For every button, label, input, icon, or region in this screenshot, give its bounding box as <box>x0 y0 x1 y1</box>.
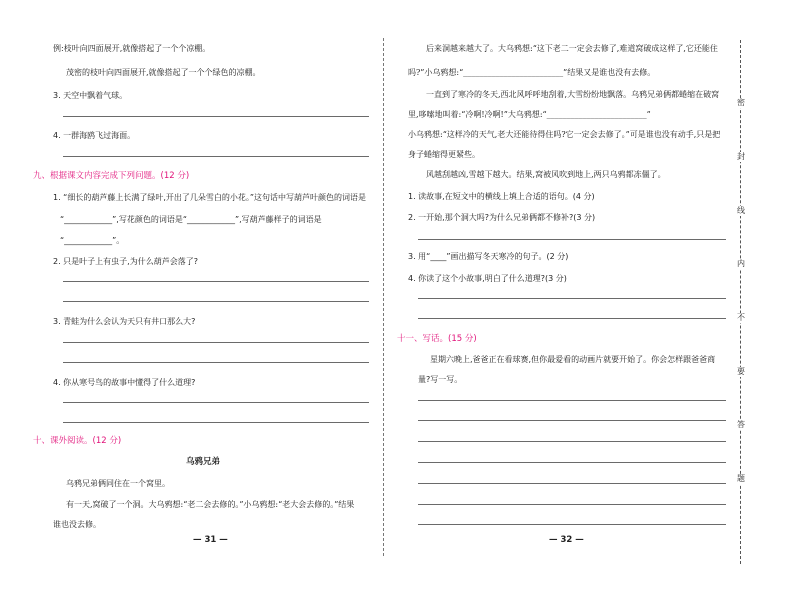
story-paragraph-4-line-2: 里,哆嗦地叫着:“冷啊!冷啊!”大乌鸦想:“_________________________” <box>408 110 651 119</box>
story-paragraph-4-line-4: 身子蜷缩得更紧些。 <box>408 150 480 159</box>
reading-question-4: 4. 你读了这个小故事,明白了什么道理?(3 分) <box>408 274 567 283</box>
story-paragraph-2-line-2: 谁也没去修。 <box>53 520 101 529</box>
answer-line[interactable] <box>418 298 726 299</box>
section-9-heading: 九、根据课文内容完成下列问题。(12 分) <box>33 171 190 181</box>
binding-char: 线 <box>737 206 745 215</box>
answer-line[interactable] <box>63 116 369 117</box>
page-number-right: — 32 — <box>549 535 584 545</box>
story-paragraph-1: 乌鸦兄弟俩同住在一个窝里。 <box>66 479 170 488</box>
answer-line[interactable] <box>63 422 369 423</box>
exercise-question-3: 3. 天空中飘着气球。 <box>53 91 128 100</box>
binding-char: 要 <box>737 367 745 376</box>
binding-char: 密 <box>737 98 745 107</box>
writing-line[interactable] <box>418 524 726 525</box>
answer-line[interactable] <box>63 281 369 282</box>
writing-line[interactable] <box>418 462 726 463</box>
story-title: 乌鸦兄弟 <box>186 457 221 467</box>
section-9-question-1-line-3: “____________”。 <box>60 236 125 245</box>
exercise-example: 例:枝叶向四面展开,就像搭起了一个个凉棚。 <box>53 44 211 53</box>
binding-char: 题 <box>737 474 745 483</box>
section-9-question-1-line-1: 1. “细长的葫芦藤上长满了绿叶,开出了几朵雪白的小花。”这句话中写葫芦叶颜色的词语是 <box>53 193 367 202</box>
answer-line[interactable] <box>63 342 369 343</box>
answer-line[interactable] <box>418 318 726 319</box>
reading-question-3: 3. 用“____”画出描写冬天寒冷的句子。(2 分) <box>408 252 569 261</box>
reading-question-1: 1. 读故事,在短文中的横线上填上合适的语句。(4 分) <box>408 192 595 201</box>
binding-char: 不 <box>737 313 745 322</box>
binding-char: 答 <box>737 420 745 429</box>
section-10-heading: 十、课外阅读。(12 分) <box>33 436 122 446</box>
binding-char: 内 <box>737 259 745 268</box>
writing-line[interactable] <box>418 441 726 442</box>
binding-char: 封 <box>737 152 745 161</box>
section-9-question-2: 2. 只是叶子上有虫子,为什么葫芦会落了? <box>53 257 198 266</box>
binding-dashed-line <box>740 40 741 564</box>
story-paragraph-5: 风越刮越凶,雪越下越大。结果,窝被风吹到地上,两只乌鸦都冻僵了。 <box>426 170 666 179</box>
story-paragraph-4-line-3: 小乌鸦想:“这样冷的天气,老大还能待得住吗?它一定会去修了。”可是谁也没有动手,只是把 <box>408 130 721 139</box>
writing-line[interactable] <box>418 504 726 505</box>
writing-line[interactable] <box>418 420 726 421</box>
story-paragraph-4-line-1: 一直到了寒冷的冬天,西北风呼呼地刮着,大雪纷纷地飘落。乌鸦兄弟俩都蜷缩在破窝 <box>426 90 720 99</box>
section-9-question-1-line-2: “____________”,写花颜色的词语是“____________”,写葫芦藤样子的词语是 <box>60 215 322 224</box>
reading-question-2: 2. 一开始,那个洞大吗?为什么兄弟俩都不修补?(3 分) <box>408 213 596 222</box>
page-fold-divider <box>383 38 384 556</box>
exercise-example-answer: 茂密的枝叶向四面展开,就像搭起了一个个绿色的凉棚。 <box>66 68 261 77</box>
answer-line[interactable] <box>418 239 726 240</box>
answer-line[interactable] <box>63 362 369 363</box>
section-11-heading: 十一、写话。(15 分) <box>397 334 477 344</box>
writing-prompt-line-2: 量?写一写。 <box>418 375 463 384</box>
page-number-left: — 31 — <box>193 535 228 545</box>
story-paragraph-2-line-1: 有一天,窝破了一个洞。大乌鸦想:“老二会去修的。”小乌鸦想:“老大会去修的。”结果 <box>66 500 355 509</box>
writing-prompt-line-1: 星期六晚上,爸爸正在看球赛,但你最爱看的动画片就要开始了。你会怎样跟爸爸商 <box>430 355 716 364</box>
answer-line[interactable] <box>63 301 369 302</box>
story-paragraph-3-line-1: 后来洞越来越大了。大乌鸦想:“这下老二一定会去修了,难道窝破成这样了,它还能住 <box>426 44 718 53</box>
section-9-question-3: 3. 青蛙为什么会认为天只有井口那么大? <box>53 317 196 326</box>
writing-line[interactable] <box>418 483 726 484</box>
answer-line[interactable] <box>63 402 369 403</box>
answer-line[interactable] <box>63 156 369 157</box>
writing-line[interactable] <box>418 400 726 401</box>
exercise-question-4: 4. 一群海鸥飞过海面。 <box>53 131 136 140</box>
story-paragraph-3-line-2: 吗?”小乌鸦想:“_________________________”结果又是谁也没有去修。 <box>408 68 656 77</box>
section-9-question-4: 4. 你从寒号鸟的故事中懂得了什么道理? <box>53 378 196 387</box>
